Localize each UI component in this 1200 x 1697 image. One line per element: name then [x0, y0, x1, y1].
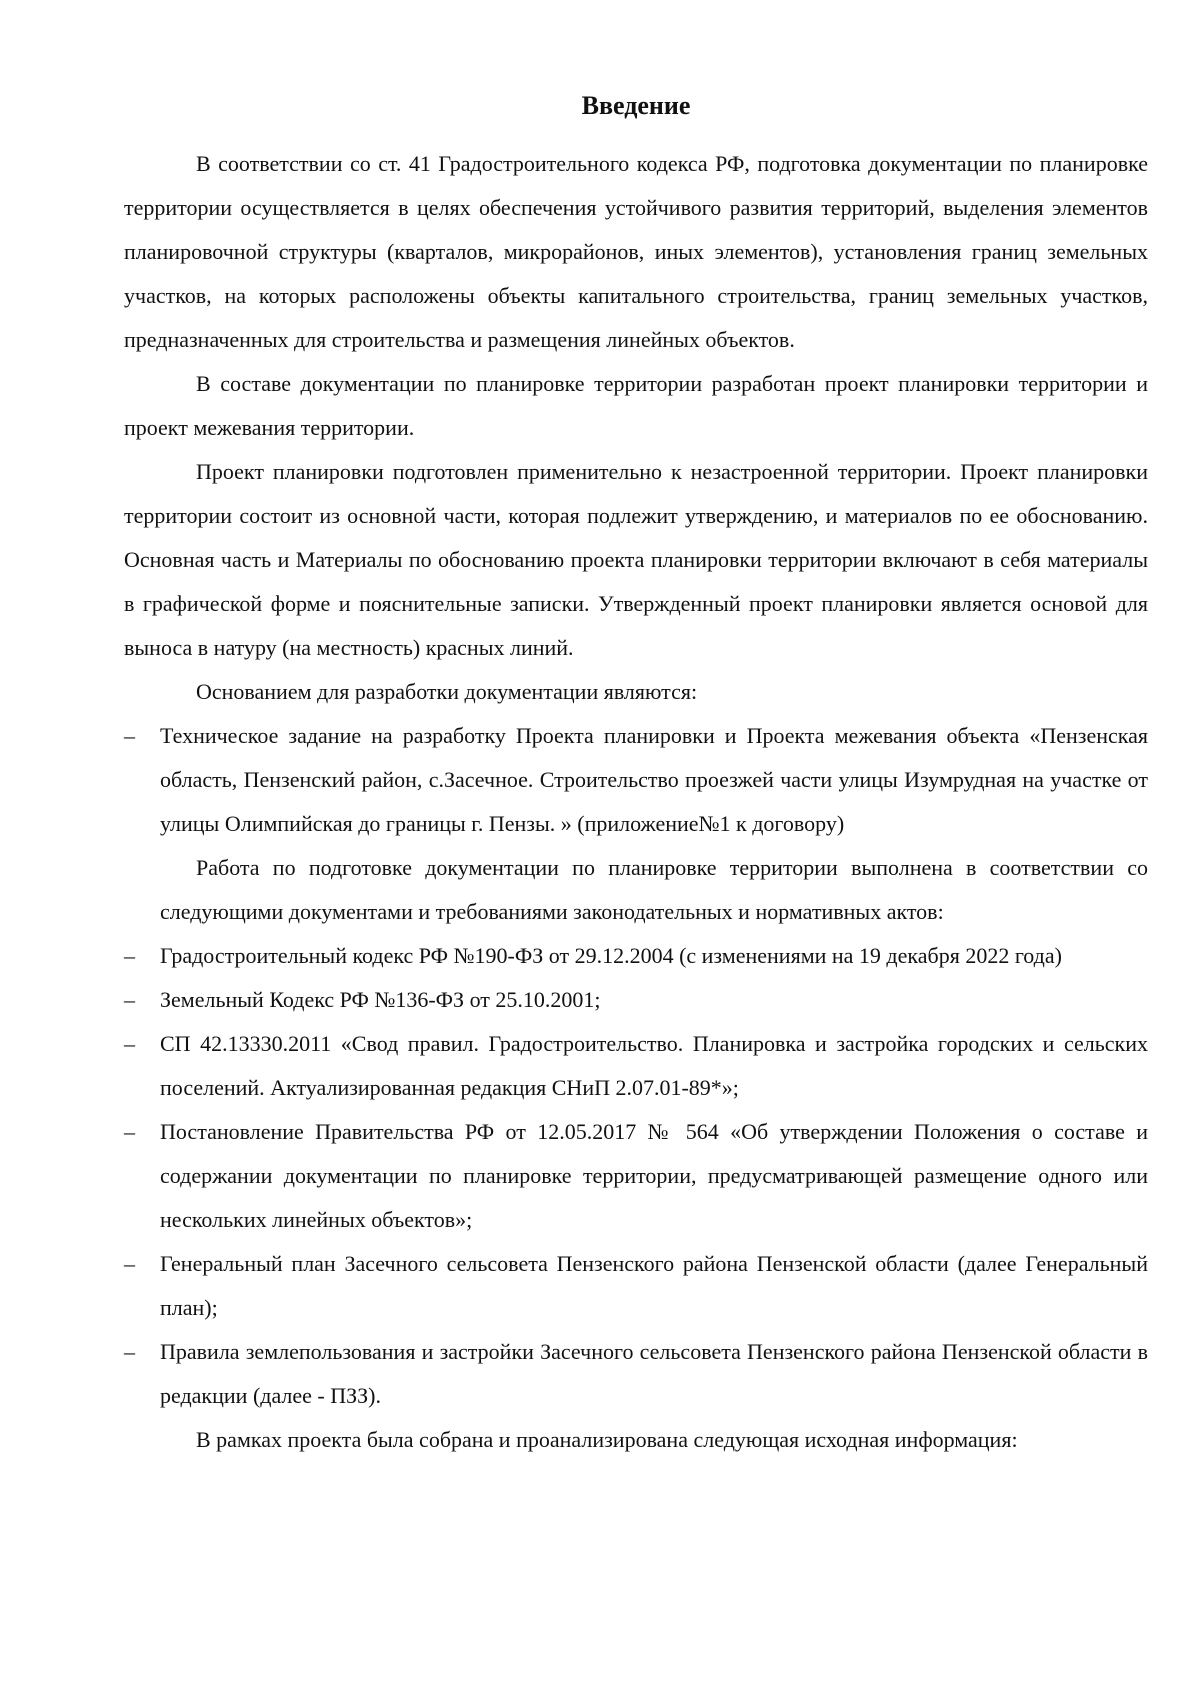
- paragraph-source-info: В рамках проекта была собрана и проанализирована следующая исходная информация:: [196, 1427, 1018, 1452]
- list-item: [124, 978, 1148, 1022]
- list-item: [124, 1022, 1148, 1110]
- paragraph-documents-heading: Работа по подготовке документации по планировке территории выполнена в соответствии со следующими документами и требованиями законодательных и нормативных актов:: [160, 855, 1148, 924]
- list-item-text: Градостроительный кодекс РФ №190-ФЗ от 29.12.2004 (с изменениями на 19 декабря 2022 года): [160, 943, 1062, 968]
- list-dash: –: [124, 1031, 135, 1056]
- documents-list: [124, 934, 1148, 1418]
- list-item-text: Земельный Кодекс РФ №136-ФЗ от 25.10.2001;: [160, 987, 601, 1012]
- list-item-text: СП 42.13330.2011 «Свод правил. Градостроительство. Планировка и застройка городских и сельских поселений. Актуализированная редакция СНиП 2.07.01-89*»;: [160, 1031, 1148, 1100]
- list-dash: –: [124, 943, 135, 968]
- list-dash: –: [124, 987, 135, 1012]
- list-item: [124, 1330, 1148, 1418]
- list-item-text: Правила землепользования и застройки Засечного сельсовета Пензенского района Пензенской области в редакции (далее - ПЗЗ).: [160, 1339, 1148, 1408]
- list-dash: –: [124, 723, 135, 748]
- list-item-text: Техническое задание на разработку Проекта планировки и Проекта межевания объекта «Пензенская область, Пензенский район, с.Засечное. Строительство проезжей части улицы Изумрудная на участке от улицы Олимпийская до границы г. Пензы. » (приложение№1 к договору): [160, 723, 1148, 836]
- list-item: [124, 1242, 1148, 1330]
- paragraph-intro: В соответствии со ст. 41 Градостроительного кодекса РФ, подготовка документации по планировке территории осуществляется в целях обеспечения устойчивого развития территорий, выделения элементов планировочной структуры (кварталов, микрорайонов, иных элементов), установления границ земельных участков, на которых расположены объекты капитального строительства, границ земельных участков, предназначенных для строительства и размещения линейных объектов.: [124, 151, 1148, 352]
- paragraph-basis-heading: Основанием для разработки документации являются:: [196, 679, 698, 704]
- list-dash: –: [124, 1251, 135, 1276]
- list-item: [124, 714, 1148, 846]
- list-item: [124, 1110, 1148, 1242]
- list-item: [124, 934, 1148, 978]
- list-dash: –: [124, 1339, 135, 1364]
- list-item-text: Генеральный план Засечного сельсовета Пензенского района Пензенской области (далее Генеральный план);: [160, 1251, 1148, 1320]
- list-dash: –: [124, 1119, 135, 1144]
- basis-list: [124, 714, 1148, 846]
- page-title: Введение: [581, 91, 691, 120]
- paragraph-composition: В составе документации по планировке территории разработан проект планировки территории и проект межевания территории.: [124, 371, 1148, 440]
- paragraph-planning-project: Проект планировки подготовлен применительно к незастроенной территории. Проект планировки территории состоит из основной части, которая подлежит утверждению, и материалов по ее обоснованию. Основная часть и Материалы по обоснованию проекта планировки территории включают в себя материалы в графической форме и пояснительные записки. Утвержденный проект планировки является основой для выноса в натуру (на местность) красных линий.: [124, 459, 1148, 660]
- list-item-text: Постановление Правительства РФ от 12.05.2017 № 564 «Об утверждении Положения о составе и содержании документации по планировке территории, предусматривающей размещение одного или нескольких линейных объектов»;: [160, 1119, 1148, 1232]
